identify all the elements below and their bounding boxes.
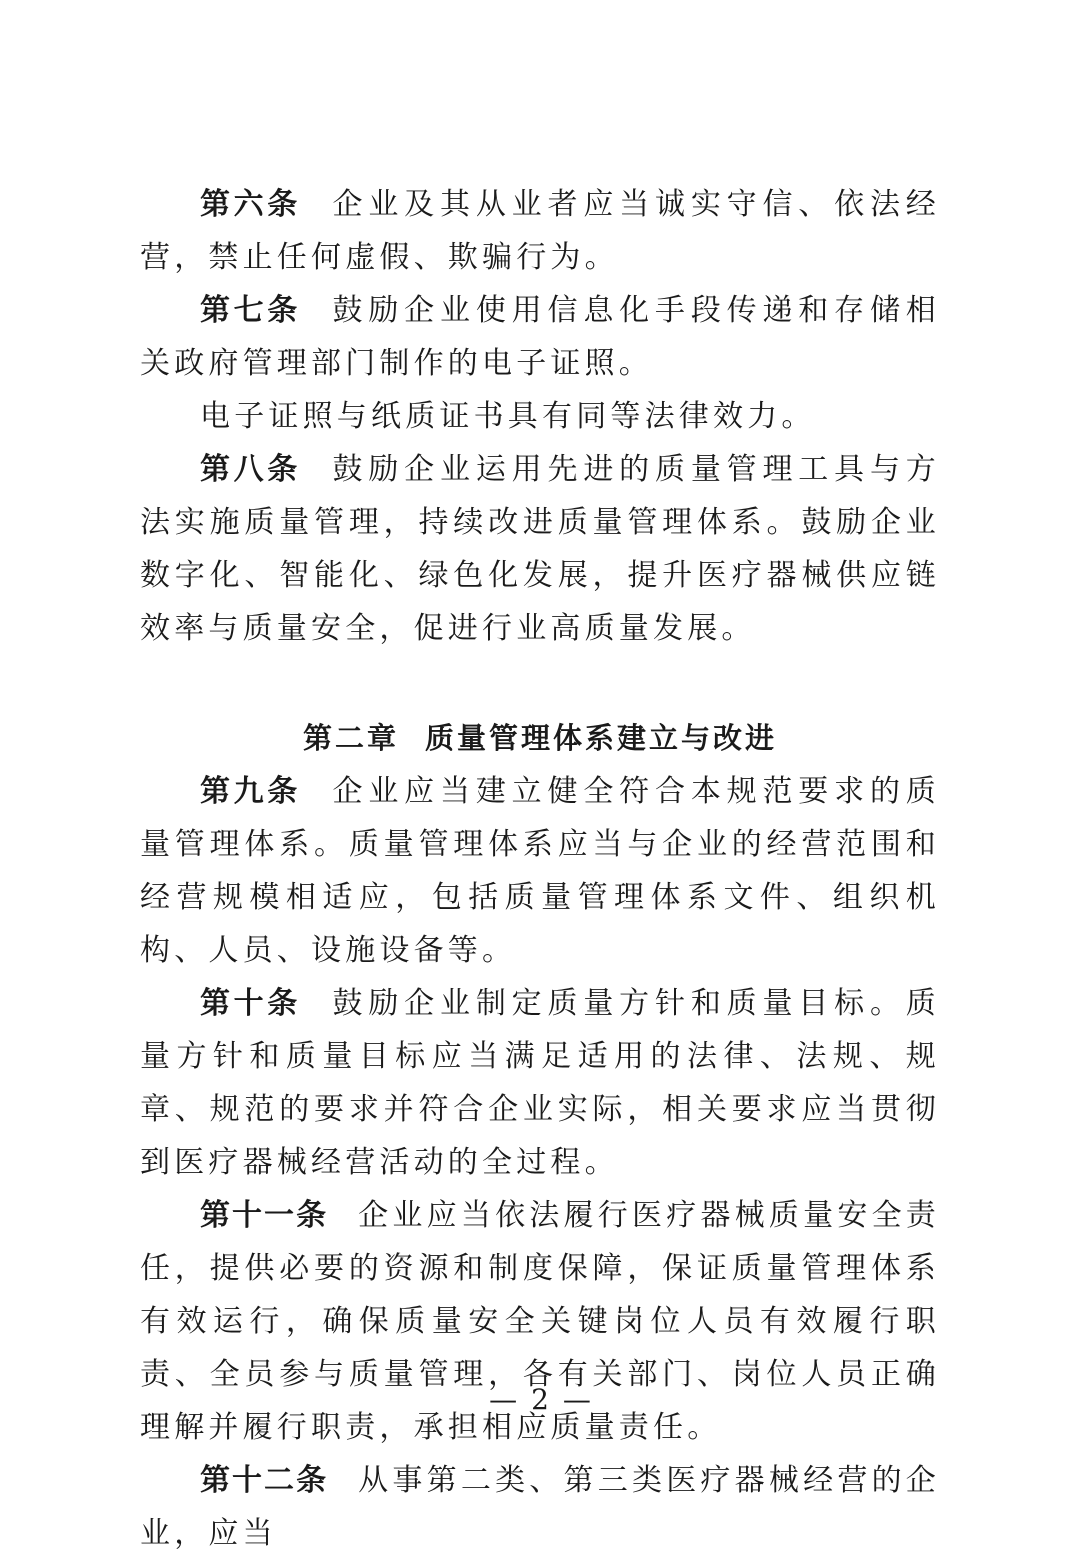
chapter-heading bbox=[140, 712, 940, 765]
chapter-title: 质量管理体系建立与改进 bbox=[425, 721, 778, 755]
article-number: 第七条 bbox=[200, 293, 301, 328]
article-paragraph bbox=[140, 1454, 940, 1560]
article-paragraph bbox=[140, 977, 940, 1189]
plain-paragraph bbox=[140, 390, 940, 443]
article-text: 鼓励企业使用信息化手段传递和存储相关政府管理部门制作的电子证照。 bbox=[140, 293, 940, 381]
footer-dash-left: — bbox=[489, 1383, 518, 1416]
article-text: 鼓励企业制定质量方针和质量目标。质量方针和质量目标应当满足适用的法律、法规、规章、规范的要求并符合企业实际，相关要求应当贯彻到医疗器械经营活动的全过程。 bbox=[140, 986, 940, 1180]
article-number: 第九条 bbox=[200, 774, 301, 809]
article-text: 企业应当建立健全符合本规范要求的质量管理体系。质量管理体系应当与企业的经营范围和经营规模相适应，包括质量管理体系文件、组织机构、人员、设施设备等。 bbox=[140, 774, 940, 968]
article-paragraph bbox=[140, 284, 940, 390]
section-after bbox=[140, 765, 940, 1560]
article-text: 企业及其从业者应当诚实守信、依法经营，禁止任何虚假、欺骗行为。 bbox=[140, 187, 940, 275]
article-text: 鼓励企业运用先进的质量管理工具与方法实施质量管理，持续改进质量管理体系。鼓励企业数字化、智能化、绿色化发展，提升医疗器械供应链效率与质量安全，促进行业高质量发展。 bbox=[140, 452, 940, 646]
article-number: 第十条 bbox=[200, 986, 301, 1021]
article-number: 第十二条 bbox=[200, 1463, 329, 1498]
chapter-number: 第二章 bbox=[302, 721, 399, 755]
article-text: 电子证照与纸质证书具有同等法律效力。 bbox=[200, 399, 816, 434]
article-paragraph bbox=[140, 765, 940, 977]
article-paragraph bbox=[140, 178, 940, 284]
section-before bbox=[140, 178, 940, 655]
article-number: 第十一条 bbox=[200, 1198, 329, 1233]
article-text: 从事第二类、第三类医疗器械经营的企业，应当 bbox=[140, 1463, 941, 1551]
document-body bbox=[140, 178, 940, 1560]
article-number: 第八条 bbox=[200, 452, 301, 487]
page-number: 2 bbox=[531, 1383, 549, 1416]
page-footer bbox=[0, 1380, 1080, 1420]
article-paragraph bbox=[140, 443, 940, 655]
footer-dash-right: — bbox=[562, 1383, 591, 1416]
article-text: 企业应当依法履行医疗器械质量安全责任，提供必要的资源和制度保障，保证质量管理体系有效运行，确保质量安全关键岗位人员有效履行职责、全员参与质量管理，各有关部门、岗位人员正确理解并履行职责，承担相应质量责任。 bbox=[140, 1198, 941, 1445]
article-number: 第六条 bbox=[200, 187, 301, 222]
